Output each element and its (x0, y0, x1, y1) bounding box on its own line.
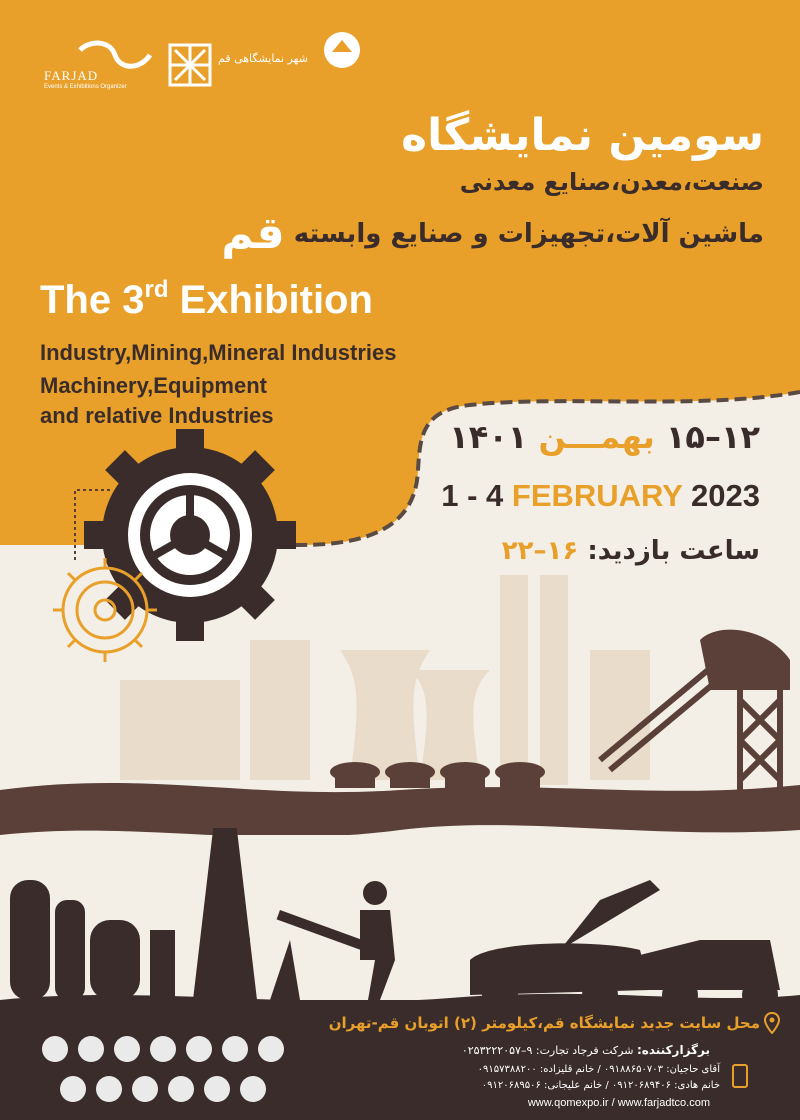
org-logo-mark (324, 32, 360, 68)
brown-ground-band (0, 783, 800, 837)
visiting-hours-value: ۱۶–۲۲ (501, 536, 579, 566)
fa-title-line-2: صنعت،معدن،صنایع معدنی (459, 168, 764, 196)
small-gear (53, 558, 157, 662)
fa-date-month: بهمـــن (538, 418, 655, 456)
fa-date-days: ۱۲–۱۵ (665, 418, 760, 456)
fa-title-line-3-text: ماشین آلات،تجهیزات و صنایع وابسته (293, 219, 764, 249)
visiting-hours (502, 536, 760, 566)
fa-date-year: ۱۴۰۱ (449, 418, 528, 456)
sponsor-logo (258, 1036, 284, 1062)
phone-icon (732, 1064, 748, 1088)
sponsor-logo (42, 1036, 68, 1062)
sponsor-logo (222, 1036, 248, 1062)
en-title-prefix: The 3 (40, 278, 145, 322)
en-title-suffix: Exhibition (168, 278, 373, 322)
sponsor-logo (60, 1076, 86, 1102)
sponsor-logo (114, 1036, 140, 1062)
en-subtitle-line-3: and relative Industries (40, 403, 274, 428)
fa-title-line-3 (213, 208, 764, 259)
websites: www.qomexpo.ir / www.farjadtco.com (527, 1097, 710, 1109)
sponsor-logo (78, 1036, 104, 1062)
en-date-month: FEBRUARY (511, 478, 683, 513)
en-title-sup: rd (144, 276, 169, 303)
sponsor-logo (204, 1076, 230, 1102)
farjad-logo-text: FARJAD (44, 68, 99, 83)
sponsor-logo (132, 1076, 158, 1102)
fa-city-name: قم (221, 208, 285, 259)
venue-address: محل سایت جدید نمایشگاه قم،کیلومتر (۲) اتوبان قم-تهران (328, 1014, 760, 1032)
organizer-label: برگزارکننده: (636, 1043, 710, 1057)
sponsor-logo (96, 1076, 122, 1102)
contact-line-2: خانم هادی: ۰۹۱۲۰۶۸۹۴۰۶ / خانم علیجانی: ۰۹۱۲۰۶۸۹۵۰۶ (481, 1080, 720, 1091)
en-title (40, 276, 373, 323)
fa-date (449, 418, 760, 456)
en-date (441, 478, 760, 514)
shahr-logo-mark (170, 45, 210, 85)
shahr-logo-text: شهر نمایشگاهی قم (218, 52, 308, 65)
en-subtitle-line-2: Machinery,Equipment (40, 373, 267, 398)
organizer-info (462, 1043, 710, 1057)
organizer-value: شرکت فرجاد تجارت: ۹–۰۲۵۳۲۲۲۰۵۷ (461, 1044, 634, 1057)
location-pin-icon (764, 1012, 780, 1034)
contact-line-1: آقای حاجیان: ۰۹۱۸۸۶۵۰۷۰۳ / خانم قلیزاده: ۰۹۱۵۷۳۸۸۲۰۰ (477, 1064, 720, 1075)
sponsor-logo (168, 1076, 194, 1102)
visiting-hours-label: ساعت بازدید: (587, 536, 760, 566)
fa-title-line-1: سومین نمایشگاه (401, 110, 764, 161)
sponsor-logo (186, 1036, 212, 1062)
en-subtitle-line-1: Industry,Mining,Mineral Industries (40, 340, 397, 365)
farjad-logo-subtitle: Events & Exhibitions Organizer (44, 84, 127, 90)
en-date-year: 2023 (691, 478, 760, 513)
sponsor-logo (150, 1036, 176, 1062)
en-date-days: 1 - 4 (441, 478, 504, 513)
sponsor-logo (240, 1076, 266, 1102)
